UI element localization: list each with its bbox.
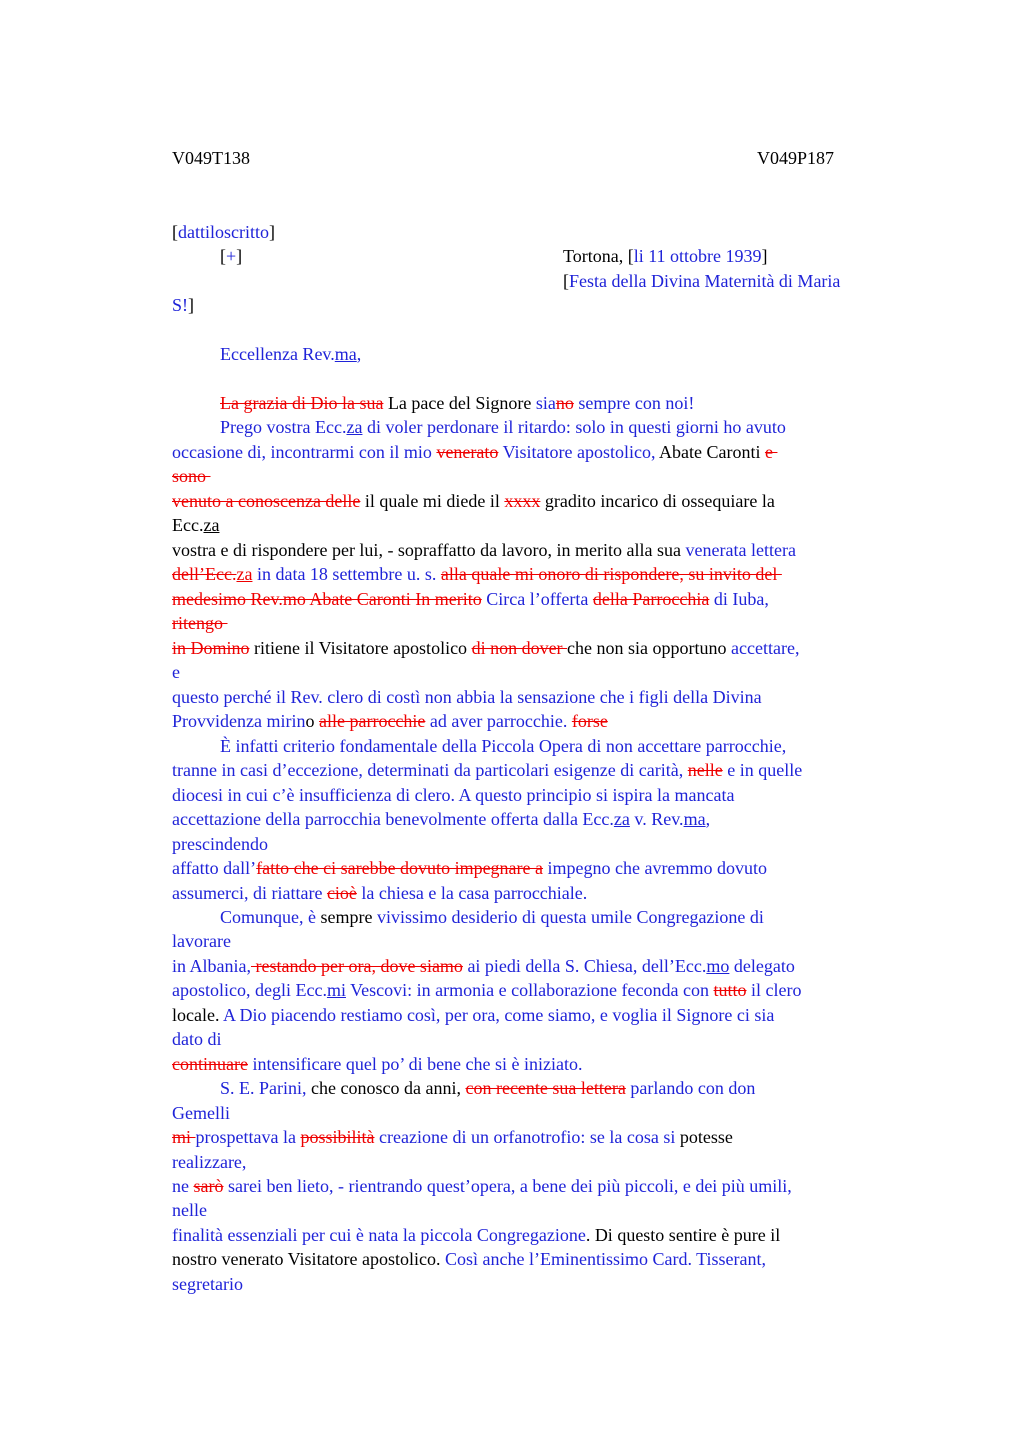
added-text: nelle — [172, 1200, 207, 1220]
added-text: realizzare, — [172, 1152, 247, 1172]
added-text: dattiloscritto — [178, 222, 269, 242]
added-text: intensificare quel po’ di bene che si è iniziato. — [247, 1054, 583, 1074]
added-text: affatto dall’ — [172, 858, 257, 878]
original-text: [ — [220, 246, 226, 266]
deleted-text: ritengo — [172, 613, 228, 633]
deleted-text: sono — [172, 466, 211, 486]
added-text: za — [613, 809, 630, 829]
deleted-text: della Parrocchia — [592, 589, 710, 609]
original-text: potesse — [679, 1127, 733, 1147]
deleted-text: alla quale mi onoro di rispondere, su invito del — [440, 564, 782, 584]
deleted-text: alle parrocchie — [318, 711, 426, 731]
deleted-text: venerato — [436, 442, 499, 462]
added-text: apostolico, degli Ecc. — [172, 980, 327, 1000]
text-line — [172, 709, 608, 733]
added-text: venerata lettera — [685, 540, 796, 560]
original-text: che non sia opportuno — [567, 638, 732, 658]
text-line — [172, 954, 795, 978]
document-code-left: V049T138 — [172, 148, 250, 168]
deleted-text: no — [555, 393, 574, 413]
added-text: Comunque, è — [220, 907, 321, 927]
added-text: , — [705, 809, 711, 829]
added-text: lavorare — [172, 931, 231, 951]
added-text: Visitatore apostolico, — [498, 442, 656, 462]
added-text: questo perché il Rev. clero di costì non abbia la sensazione che i figli della Divina — [172, 687, 762, 707]
original-text: gradito incarico di ossequiare la — [540, 491, 775, 511]
original-text: ritiene il Visitatore apostolico — [249, 638, 472, 658]
text-line — [172, 1027, 222, 1051]
deleted-text: e — [764, 442, 778, 462]
added-text: in Albania, — [172, 956, 251, 976]
added-text: il clero — [746, 980, 802, 1000]
deleted-text: dell’Ecc. — [172, 564, 237, 584]
text-line — [220, 391, 694, 415]
added-text: v. Rev. — [629, 809, 684, 829]
original-text: che conosco da anni, — [306, 1078, 466, 1098]
added-text: accettazione della parrocchia benevolmente offerta dalla Ecc. — [172, 809, 614, 829]
deleted-text: con recente sua lettera — [465, 1078, 626, 1098]
document-code-right: V049P187 — [757, 148, 835, 168]
text-line — [172, 685, 762, 709]
added-text: Gemelli — [172, 1103, 230, 1123]
added-text: la chiesa e la casa parrocchiale. — [356, 883, 588, 903]
text-line — [172, 636, 799, 660]
original-text: ] — [268, 222, 275, 242]
text-line — [220, 734, 786, 758]
added-text: accettare, — [731, 638, 800, 658]
deleted-text: za — [236, 564, 253, 584]
deleted-text: possibilità — [300, 1127, 375, 1147]
text-line — [172, 832, 268, 856]
deleted-text: cioè — [326, 883, 357, 903]
original-text: sempre — [320, 907, 377, 927]
added-text: Circa l’offerta — [481, 589, 593, 609]
added-text: occasione di, incontrarmi con il mio — [172, 442, 437, 462]
text-line — [172, 1247, 766, 1271]
added-text: creazione di un orfanotrofio: se la cosa si — [374, 1127, 680, 1147]
original-text: [ — [563, 271, 569, 291]
added-text: + — [226, 246, 237, 266]
text-line — [172, 1174, 792, 1198]
deleted-text: venuto a conoscenza delle — [172, 491, 361, 511]
added-text: Festa della Divina Maternità di Maria — [569, 271, 841, 291]
text-line — [563, 244, 768, 268]
text-line — [172, 464, 211, 488]
added-text: ma — [683, 809, 706, 829]
original-text: o — [305, 711, 319, 731]
original-text: vostra e di rispondere per lui, - sopraffatto da lavoro, in merito alla sua — [172, 540, 686, 560]
deleted-text: continuare — [172, 1054, 248, 1074]
added-text: segretario — [172, 1274, 243, 1294]
added-text: S! — [172, 295, 189, 315]
added-text: , — [356, 344, 362, 364]
deleted-text: mi — [172, 1127, 196, 1147]
text-line — [563, 269, 840, 293]
added-text: sia — [535, 393, 556, 413]
text-line — [172, 220, 275, 244]
added-text: diocesi in cui c’è insufficienza di clero. A questo principio si ispira la mancata — [172, 785, 735, 805]
text-line — [172, 1272, 243, 1296]
text-line — [172, 881, 587, 905]
original-text: La pace del Signore — [383, 393, 536, 413]
text-line — [172, 978, 802, 1002]
text-line — [172, 611, 228, 635]
deleted-text: xxxx — [504, 491, 541, 511]
deleted-text: medesimo Rev.mo Abate Caronti In merito — [172, 589, 482, 609]
text-line — [172, 1052, 583, 1076]
text-line — [172, 293, 194, 317]
added-text: in data 18 settembre u. s. — [252, 564, 441, 584]
deleted-text: di non dover — [471, 638, 568, 658]
deleted-text: restando per ora, dove siamo — [251, 956, 463, 976]
added-text: ad aver parrocchie. — [425, 711, 572, 731]
added-text: di Iuba, — [709, 589, 769, 609]
original-text: Abate Caronti — [655, 442, 765, 462]
text-line — [172, 1223, 780, 1247]
original-text: ] — [188, 295, 195, 315]
added-text: di voler perdonare il ritardo: solo in questi giorni ho avuto — [362, 417, 786, 437]
added-text: prospettava la — [195, 1127, 301, 1147]
added-text: li 11 ottobre 1939 — [633, 246, 762, 266]
added-text: delegato — [729, 956, 795, 976]
added-text: Così anche l’Eminentissimo Card. Tisserant, — [445, 1249, 767, 1269]
original-text: locale. — [172, 1005, 223, 1025]
deleted-text: La grazia di Dio la sua — [220, 393, 384, 413]
original-text: za — [203, 515, 220, 535]
text-line — [172, 1150, 246, 1174]
original-text: nostro venerato Visitatore apostolico. — [172, 1249, 446, 1269]
added-text: Provvidenza mirin — [172, 711, 306, 731]
added-text: za — [346, 417, 363, 437]
text-line — [172, 807, 710, 831]
text-line — [172, 1003, 774, 1027]
text-line — [172, 783, 735, 807]
text-line — [172, 660, 180, 684]
added-text: prescindendo — [172, 834, 268, 854]
added-text: dato di — [172, 1029, 222, 1049]
added-text: tranne in casi d’eccezione, determinati da particolari esigenze di carità, — [172, 760, 688, 780]
text-line — [172, 440, 777, 464]
added-text: vivissimo desiderio di questa umile Congregazione di — [376, 907, 764, 927]
deleted-text: sarò — [193, 1176, 224, 1196]
deleted-text: nelle — [687, 760, 723, 780]
text-line — [172, 562, 782, 586]
deleted-text: tutto — [713, 980, 747, 1000]
added-text: impegno che avremmo dovuto — [543, 858, 767, 878]
added-text: finalità essenziali per cui è nata la piccola Congregazione — [172, 1225, 586, 1245]
original-text: . Di questo sentire è pure il — [585, 1225, 781, 1245]
added-text: sarei ben lieto, - rientrando quest’opera, a bene dei più piccoli, e dei più umili, — [223, 1176, 792, 1196]
text-line — [172, 513, 219, 537]
text-line — [172, 489, 775, 513]
added-text: e in quelle — [722, 760, 803, 780]
added-text: ai piedi della S. Chiesa, dell’Ecc. — [462, 956, 707, 976]
added-text: Eccellenza Rev. — [220, 344, 335, 364]
added-text: È infatti criterio fondamentale della Piccola Opera di non accettare parrocchie, — [220, 736, 787, 756]
text-line — [220, 244, 242, 268]
added-text: Prego vostra Ecc. — [220, 417, 347, 437]
text-line — [172, 856, 767, 880]
added-text: e — [172, 662, 180, 682]
added-text: S. E. Parini, — [220, 1078, 307, 1098]
added-text: mo — [706, 956, 730, 976]
text-line — [172, 1125, 733, 1149]
original-text: Tortona, [ — [563, 246, 634, 266]
added-text: mi — [326, 980, 346, 1000]
added-text: parlando con don — [625, 1078, 756, 1098]
text-line — [220, 342, 361, 366]
text-line — [172, 1198, 207, 1222]
added-text: ne — [172, 1176, 194, 1196]
deleted-text: forse — [571, 711, 608, 731]
original-text: ] — [236, 246, 243, 266]
original-text: [ — [172, 222, 178, 242]
text-line — [172, 538, 796, 562]
text-line — [220, 1076, 755, 1100]
text-line — [172, 929, 231, 953]
text-line — [172, 758, 802, 782]
original-text: ] — [761, 246, 768, 266]
added-text: sempre con noi! — [573, 393, 695, 413]
deleted-text: fatto che ci sarebbe dovuto impegnare a — [256, 858, 544, 878]
added-text: A Dio piacendo restiamo così, per ora, come siamo, e voglia il Signore ci sia — [222, 1005, 775, 1025]
deleted-text: in Domino — [172, 638, 250, 658]
original-text: il quale mi diede il — [360, 491, 505, 511]
text-line — [220, 415, 786, 439]
added-text: Vescovi: in armonia e collaborazione feconda con — [345, 980, 714, 1000]
added-text: assumerci, di riattare — [172, 883, 327, 903]
original-text: Ecc. — [172, 515, 204, 535]
text-line — [172, 587, 769, 611]
added-text: ma — [334, 344, 357, 364]
text-line — [172, 1101, 230, 1125]
text-line — [220, 905, 764, 929]
